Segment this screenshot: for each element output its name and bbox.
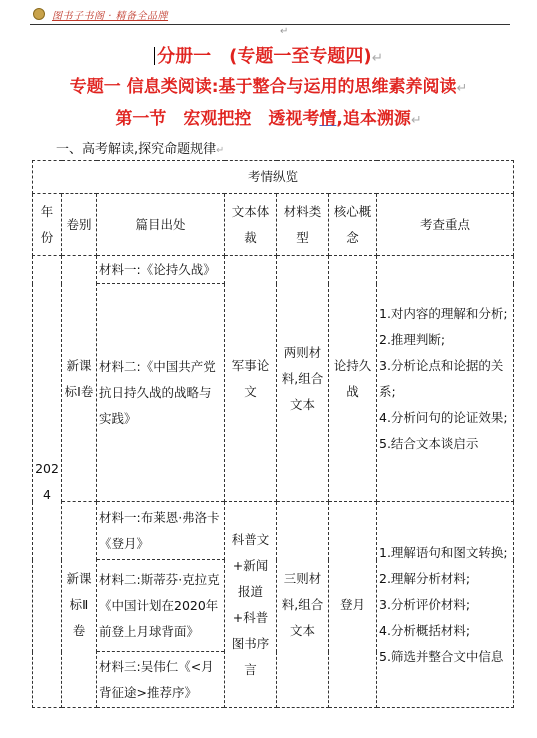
header-type: 材料类型	[277, 194, 329, 256]
header-concept: 核心概念	[329, 194, 377, 256]
focus-cell	[377, 502, 514, 708]
paper-cell: 新课标Ⅰ卷	[62, 256, 97, 502]
material-cell: 材料一:布莱恩·弗洛卡《登月》	[97, 502, 225, 560]
header-genre: 文本体裁	[225, 194, 277, 256]
text-cursor	[154, 47, 155, 65]
focus-item: 3.分析评价材料;	[379, 596, 471, 612]
concept-cell: 论持久战	[329, 256, 377, 502]
section-title: 第一节 宏观把控 透视考情,追本溯源↵	[115, 109, 422, 129]
focus-item: 2.理解分析材料;	[379, 570, 471, 586]
concept-cell: 登月	[329, 502, 377, 708]
type-cell: 两则材料,组合文本	[277, 256, 329, 502]
material-cell: 材料三:吴伟仁《<月背征途>推荐序》	[97, 652, 225, 708]
focus-cell	[377, 256, 514, 502]
material-cell: 材料二:《中国共产党抗日持久战的战略与实践》	[97, 284, 225, 502]
page-header	[30, 6, 510, 37]
year-cell: 2024	[33, 256, 62, 708]
focus-item: 4.分析问句的论证效果;	[379, 409, 508, 425]
volume-title: 分册一 (专题一至专题四)↵	[0, 42, 537, 68]
header-source: 篇目出处	[97, 194, 225, 256]
brand-logo-icon	[33, 8, 45, 20]
material-cell: 材料一:《论持久战》	[97, 256, 225, 284]
genre-cell: 科普文+新闻报道+科普图书序言	[225, 502, 277, 708]
material-cell: 材料二:斯蒂芬·克拉克《中国计划在2020年前登上月球背面》	[97, 560, 225, 652]
type-cell: 三则材料,组合文本	[277, 502, 329, 708]
exam-overview-table	[32, 160, 514, 708]
paper-cell: 新课标Ⅱ卷	[62, 502, 97, 708]
topic-title: 专题一 信息类阅读:基于整合与运用的思维素养阅读↵	[69, 77, 468, 97]
header-year: 年份	[33, 194, 62, 256]
focus-item: 1.理解语句和图文转换;	[379, 544, 508, 560]
header-focus: 考查重点	[377, 194, 514, 256]
header-text: 图书子书阁 · 精备全品牌	[52, 11, 169, 22]
focus-item: 5.筛选并整合文中信息	[379, 648, 504, 664]
focus-item: 2.推理判断;	[379, 331, 446, 347]
focus-item: 1.对内容的理解和分析;	[379, 305, 508, 321]
focus-item: 3.分析论点和论据的关系;	[379, 357, 504, 399]
header-paper: 卷别	[62, 194, 97, 256]
paragraph-mark: ↵	[280, 26, 289, 37]
table-title: 考情纵览	[33, 161, 514, 194]
genre-cell: 军事论文	[225, 256, 277, 502]
section-heading: 一、高考解读,探究命题规律↵	[56, 142, 225, 157]
focus-item: 4.分析概括材料;	[379, 622, 471, 638]
focus-item: 5.结合文本谈启示	[379, 435, 479, 451]
